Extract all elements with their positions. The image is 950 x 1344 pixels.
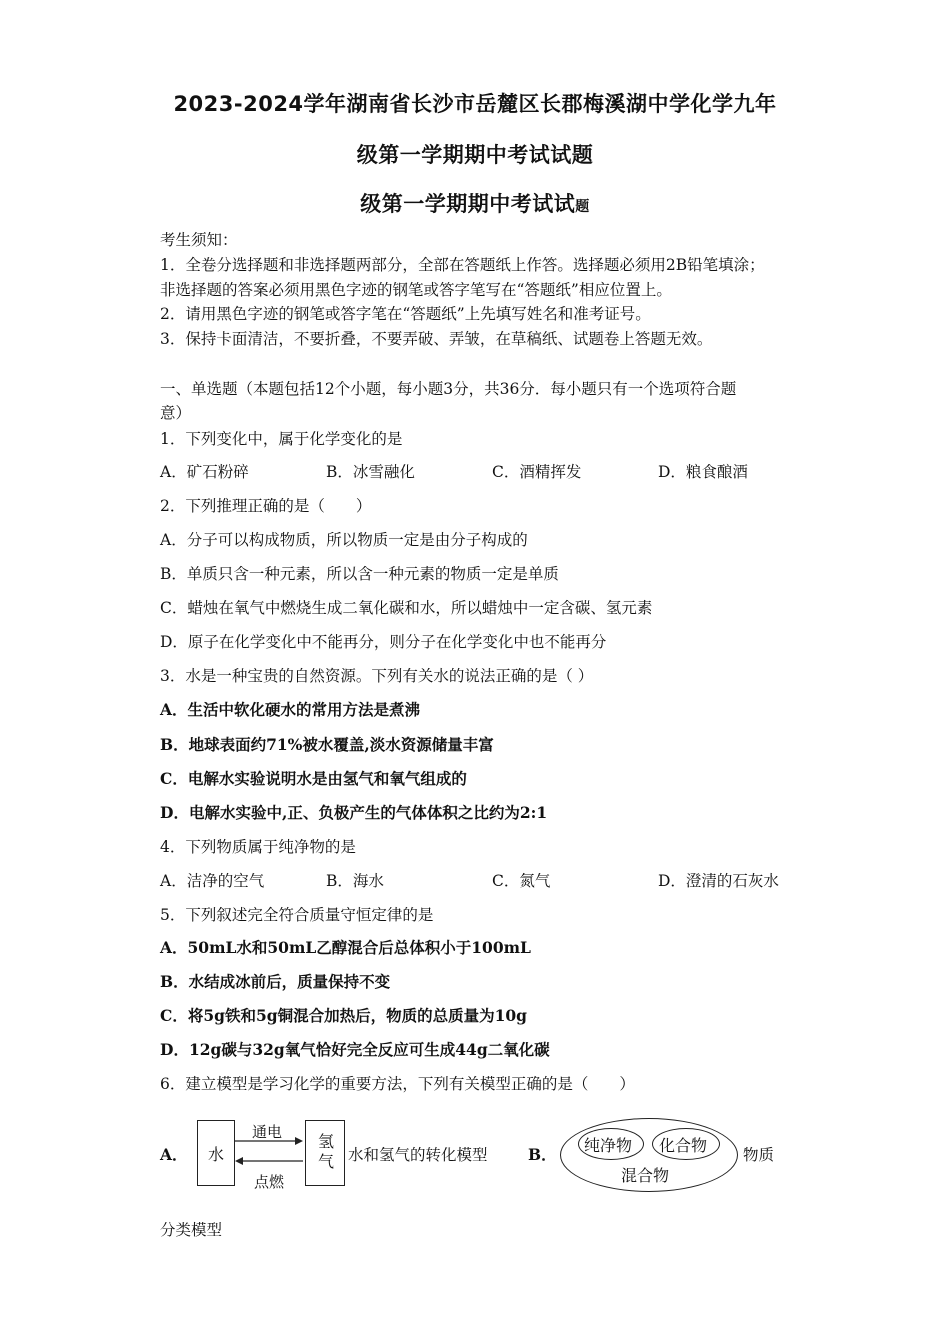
q5-option-c: C．将5g铁和5g铜混合加热后，物质的总质量为10g <box>160 1006 527 1025</box>
reverse-arrow-head <box>235 1157 243 1165</box>
q3-option-d: D．电解水实验中,正、负极产生的气体体积之比约为2:1 <box>160 803 548 822</box>
q1-option-b: B．冰雪融化 <box>326 463 415 481</box>
q1-option-d: D．粮食酿酒 <box>658 463 748 481</box>
title-line-3-small: 题 <box>575 199 590 215</box>
notice-item: 3．保持卡面清洁，不要折叠，不要弄破、弄皱，在草稿纸、试题卷上答题无效。 <box>160 330 713 348</box>
compound-label: 化合物 <box>659 1136 708 1155</box>
q3-stem: 3．水是一种宝贵的自然资源。下列有关水的说法正确的是（ ） <box>160 667 594 685</box>
notice-item: 非选择题的答案必须用黑色字迹的钢笔或答字笔写在“答题纸”相应位置上。 <box>160 281 672 299</box>
q3-option-a: A．生活中软化硬水的常用方法是煮沸 <box>160 700 421 719</box>
q5-option-d: D．12g碳与32g氧气恰好完全反应可生成44g二氧化碳 <box>160 1040 550 1059</box>
notice-heading: 考生须知： <box>160 231 238 249</box>
q4-option-c: C．氮气 <box>492 872 551 890</box>
q6-stem: 6．建立模型是学习化学的重要方法，下列有关模型正确的是（ ） <box>160 1075 635 1093</box>
q1-stem: 1．下列变化中，属于化学变化的是 <box>160 430 403 448</box>
pure-substance-label: 纯净物 <box>584 1136 633 1155</box>
q6-option-b-caption-cont: 分类模型 <box>160 1221 223 1239</box>
q4-option-a: A．洁净的空气 <box>160 872 265 890</box>
water-box-text: 水 <box>207 1144 224 1164</box>
q6-option-b-caption: 物质 <box>743 1146 775 1164</box>
section-header: 一、单选题（本题包括12个小题，每小题3分，共36分．每小题只有一个选项符合题 <box>160 380 737 398</box>
notice-item: 2．请用黑色字迹的钢笔或答字笔在“答题纸”上先填写姓名和准考证号。 <box>160 305 651 323</box>
hydrogen-box-text: 氢气 <box>315 1133 335 1173</box>
arrow-label-top: 通电 <box>252 1123 283 1141</box>
notice-item: 1．全卷分选择题和非选择题两部分，全部在答题纸上作答。选择题必须用2B铅笔填涂； <box>160 256 765 274</box>
q5-stem: 5．下列叙述完全符合质量守恒定律的是 <box>160 906 434 924</box>
section-header-cont: 意） <box>160 404 192 422</box>
q4-option-d: D．澄清的石灰水 <box>658 872 779 890</box>
q6-option-a-label: A． <box>160 1145 188 1164</box>
q1-option-c: C．酒精挥发 <box>492 463 582 481</box>
title-line-2: 级第一学期期中考试试题 <box>356 143 594 167</box>
q5-option-a: A．50mL水和50mL乙醇混合后总体积小于100mL <box>160 938 531 957</box>
q3-option-b: B．地球表面约71%被水覆盖,淡水资源储量丰富 <box>160 735 494 754</box>
q6-option-a-caption: 水和氢气的转化模型 <box>348 1146 488 1164</box>
title-line-3 <box>0 188 950 218</box>
q4-option-b: B．海水 <box>326 872 384 890</box>
q2-option-b: B．单质只含一种元素，所以含一种元素的物质一定是单质 <box>160 565 559 583</box>
q3-option-c: C．电解水实验说明水是由氢气和氧气组成的 <box>160 769 467 788</box>
q2-option-a: A．分子可以构成物质，所以物质一定是由分子构成的 <box>160 531 528 549</box>
q2-option-c: C．蜡烛在氧气中燃烧生成二氧化碳和水，所以蜡烛中一定含碳、氢元素 <box>160 599 653 617</box>
mixture-label: 混合物 <box>621 1166 670 1185</box>
title-line-1: 2023-2024学年湖南省长沙市岳麓区长郡梅溪湖中学化学九年 <box>173 92 777 116</box>
hydrogen-box <box>305 1120 345 1186</box>
forward-arrow-head <box>295 1137 303 1145</box>
q1-option-a: A．矿石粉碎 <box>160 463 249 481</box>
q6-option-b-label: B． <box>528 1145 557 1164</box>
arrow-label-bottom: 点燃 <box>254 1173 285 1191</box>
q4-stem: 4．下列物质属于纯净物的是 <box>160 838 356 856</box>
water-box <box>197 1120 235 1186</box>
q5-option-b: B．水结成冰前后，质量保持不变 <box>160 972 391 991</box>
q2-stem: 2．下列推理正确的是（ ） <box>160 497 372 515</box>
q2-option-d: D．原子在化学变化中不能再分，则分子在化学变化中也不能再分 <box>160 633 607 651</box>
title-line-3-main: 级第一学期期中考试试 <box>360 192 576 216</box>
